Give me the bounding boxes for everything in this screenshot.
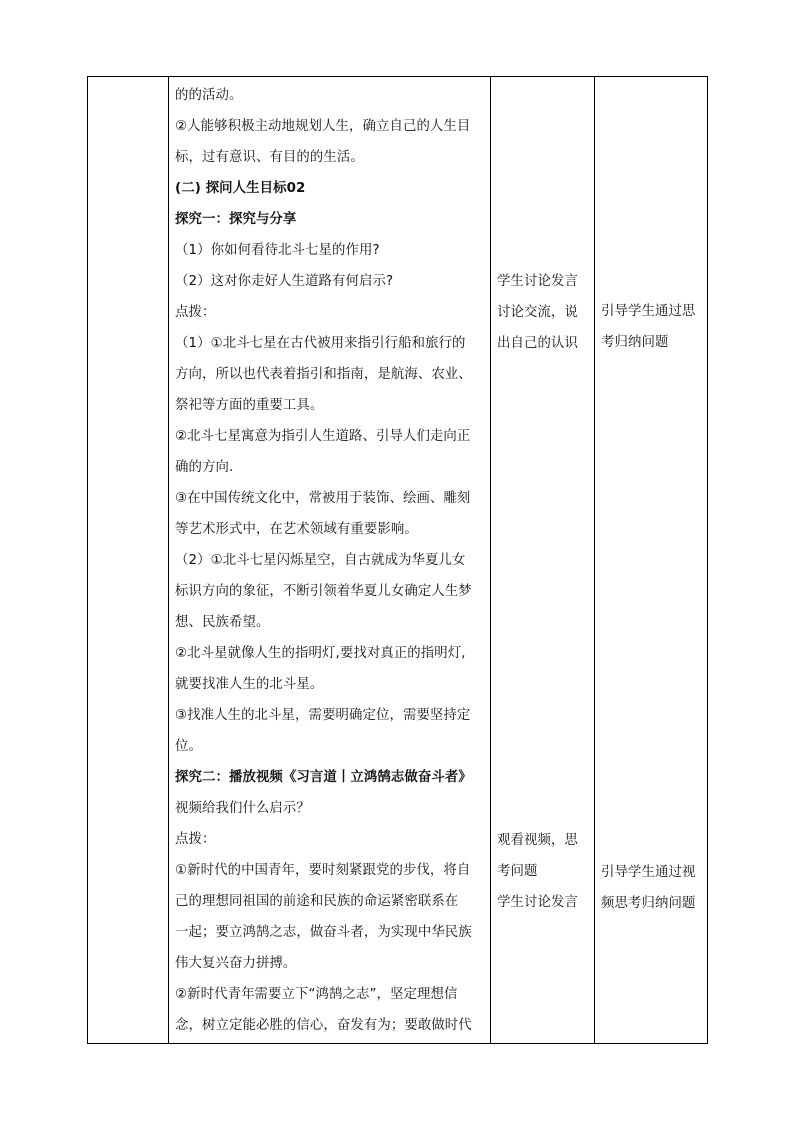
content-line: 就要找准人生的北斗星。 (175, 677, 324, 692)
content-line: （1）①北斗七星在古代被用来指引行船和旅行的 (175, 336, 466, 351)
content-line: ②人能够积极主动地规划人生，确立自己的人生目 (175, 119, 471, 134)
content-line: （2）这对你走好人生道路有何启示? (175, 274, 394, 289)
content-line: ③找准人生的北斗星，需要明确定位，需要坚持定 (175, 708, 471, 723)
content-line: 己的理想同祖国的前途和民族的命运紧密联系在 (175, 894, 459, 909)
content-line: 的的活动。 (175, 88, 243, 103)
student-activity-cell (491, 77, 595, 1044)
content-line: 方向，所以也代表着指引和指南，是航海、农业、 (175, 367, 472, 382)
content-line: 伟大复兴奋力拼搏。 (175, 956, 297, 971)
student-activity-group-2 (497, 825, 592, 918)
design-intent-line: 考归纳问题 (601, 335, 669, 350)
content-line: 标识方向的象征，不断引领着华夏儿女确定人生梦 (175, 584, 472, 599)
content-line: ②北斗七星寓意为指引人生道路、引导人们走向正 (175, 429, 471, 444)
content-line: ②新时代青年需要立下“鸿鹄之志”，坚定理想信 (175, 987, 458, 1002)
content-line: 想、民族希望。 (175, 615, 270, 630)
student-activity-line: 出自己的认识 (497, 336, 578, 351)
lesson-plan-table (87, 76, 708, 1044)
content-line: （1）你如何看待北斗七星的作用? (175, 243, 380, 258)
content-line: 等艺术形式中，在艺术领域有重要影响。 (175, 522, 418, 537)
content-line: 点拨： (175, 305, 216, 320)
content-line: 确的方向. (175, 460, 234, 475)
content-line: ②北斗星就像人生的指明灯,要找对真正的指明灯, (175, 646, 466, 661)
content-line: 点拨： (175, 832, 216, 847)
student-activity-line: 学生讨论发言 (497, 895, 578, 910)
content-line: 一起；要立鸿鹄之志，做奋斗者，为实现中华民族 (175, 925, 472, 940)
teaching-content (169, 77, 490, 1042)
content-line: 视频给我们什么启示？ (175, 801, 310, 816)
content-line: 祭祀等方面的重要工具。 (175, 398, 324, 413)
content-line: ①新时代的中国青年，要时刻紧跟党的步伐，将自 (175, 863, 471, 878)
content-line: ③在中国传统文化中，常被用于装饰、绘画、雕刻 (175, 491, 471, 506)
section-heading-line: 探究二：播放视频《习言道丨立鸿鹄志做奋斗者》 (175, 770, 472, 785)
section-heading-line: 探究一：探究与分享 (175, 212, 297, 227)
design-intent-line: 引导学生通过视 (601, 865, 696, 880)
student-activity-line: 讨论交流，说 (497, 305, 578, 320)
design-intent-cell (595, 77, 708, 1044)
design-intent-group-2 (601, 857, 705, 919)
student-activity-group-1 (497, 266, 592, 359)
design-intent-line: 频思考归纳问题 (601, 896, 696, 911)
content-line: （2）①北斗七星闪烁星空，自古就成为华夏儿女 (175, 553, 466, 568)
student-activity-line: 学生讨论发言 (497, 274, 578, 289)
teaching-content-cell (169, 77, 491, 1044)
content-line: 念，树立定能必胜的信心，奋发有为；要敢做时代 (175, 1018, 472, 1033)
design-intent-group-1 (601, 296, 705, 358)
student-activity-line: 观看视频，思 (497, 833, 578, 848)
empty-first-column-cell (88, 77, 169, 1044)
content-line: 标，过有意识、有目的的生活。 (175, 150, 364, 165)
student-activity-line: 考问题 (497, 864, 538, 879)
table-row (88, 77, 708, 1044)
content-line: 位。 (175, 739, 202, 754)
section-heading-line: (二) 探问人生目标02 (175, 181, 306, 196)
design-intent-line: 引导学生通过思 (601, 304, 696, 319)
